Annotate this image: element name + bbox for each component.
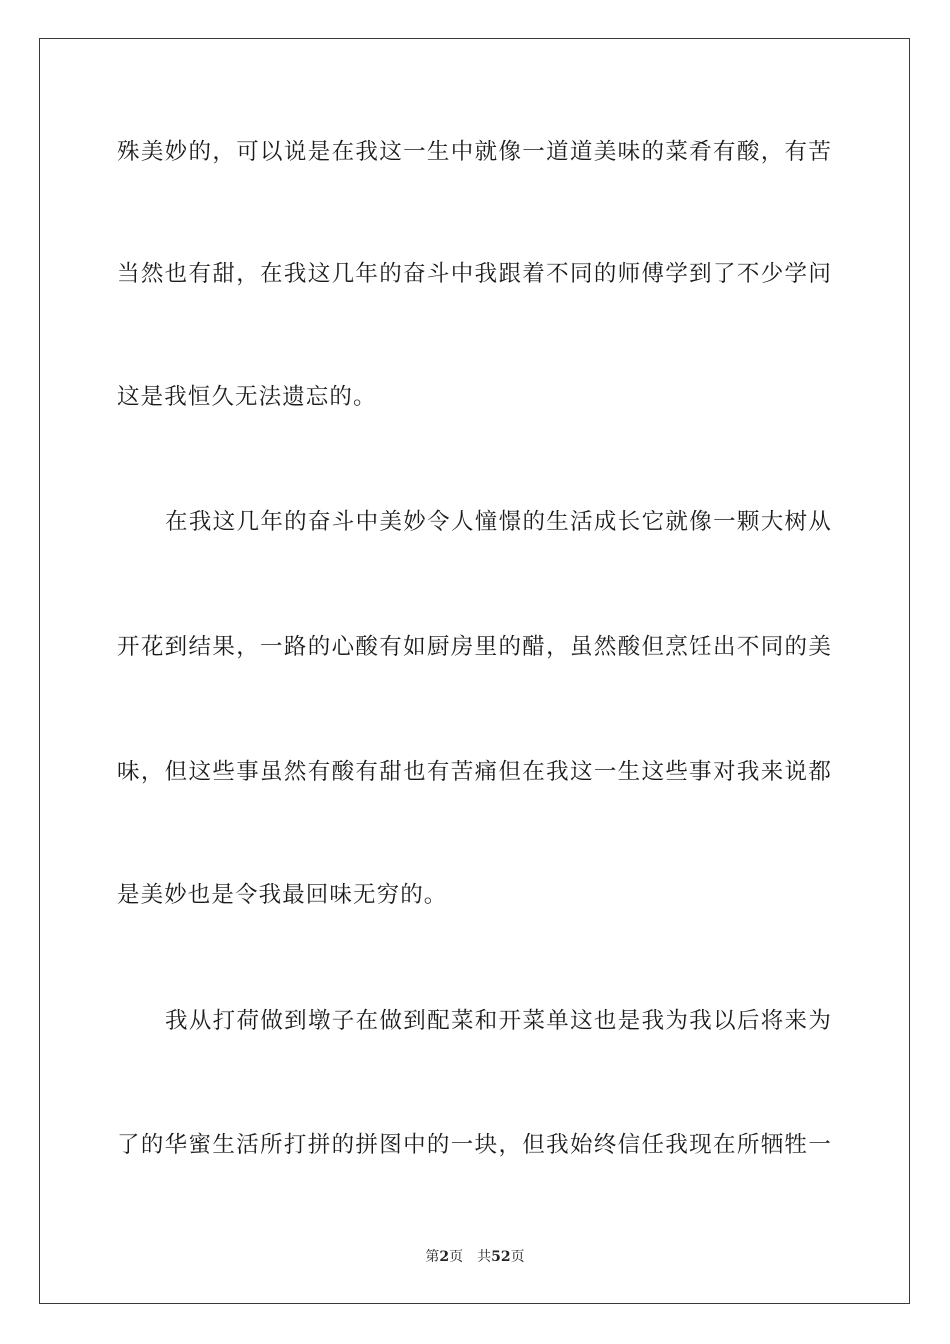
page-prefix: 第 [425, 1249, 440, 1265]
text-line-1: 殊美妙的，可以说是在我这一生中就像一道道美味的菜肴有酸，有苦 [117, 139, 832, 165]
text-line-6: 味，但这些事虽然有酸有甜也有苦痛但在我这一生这些事对我来说都 [117, 759, 832, 785]
text-line-3: 这是我恒久无法遗忘的。 [117, 384, 377, 410]
text-line-9: 了的华蜜生活所打拼的拼图中的一块，但我始终信任我现在所牺牲一 [117, 1132, 832, 1158]
paragraph-2-line-1: 在我这几年的奋斗中美妙令人憧憬的生活成长它就像一颗大树从 [165, 509, 832, 535]
page-border [39, 38, 910, 1304]
total-pages: 52 [491, 1249, 511, 1265]
page-suffix: 页 [449, 1249, 464, 1265]
text-line-2: 当然也有甜，在我这几年的奋斗中我跟着不同的师傅学到了不少学问 [117, 261, 832, 287]
paragraph-3-line-1: 我从打荷做到墩子在做到配菜和开菜单这也是我为我以后将来为 [165, 1008, 832, 1034]
page-number: 2 [439, 1249, 450, 1265]
text-line-5: 开花到结果，一路的心酸有如厨房里的醋，虽然酸但烹饪出不同的美 [117, 634, 832, 660]
text-line-7: 是美妙也是令我最回味无穷的。 [117, 882, 448, 908]
total-suffix: 页 [510, 1249, 525, 1265]
total-prefix: 共 [477, 1249, 492, 1265]
page-footer [0, 1247, 950, 1267]
